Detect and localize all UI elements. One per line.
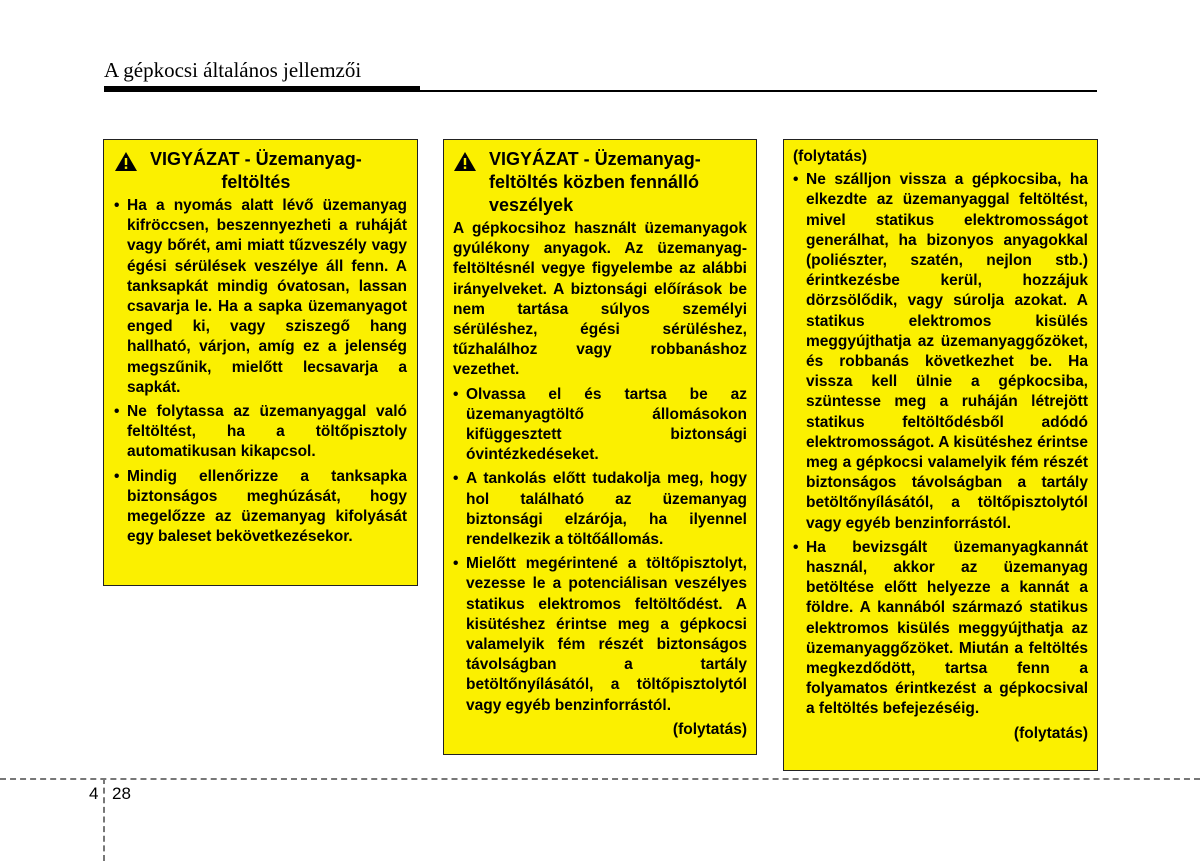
caution-heading-line1: VIGYÁZAT - Üzemanyag- — [150, 149, 362, 169]
warning-triangle-icon — [453, 151, 477, 178]
list-item: • Mielőtt megérintené a töltőpisztolyt, vezesse le a potenciálisan veszélyes statikus elektromos feltöltődést. A kisütéshez érintse meg a gépkocsi valamelyik fém részét biztonságos távolságban a tartály betöltőnyílásától, a töltőpisztolytól vagy egyéb benzinforrástól. — [453, 554, 747, 716]
list-item: • Olvassa el és tartsa be az üzemanyagtöltő állomásokon kifüggesztett biztonsági óvintézkedéseket. — [453, 385, 747, 466]
caution-list — [453, 385, 747, 716]
caution-heading — [114, 148, 407, 194]
caution-list — [793, 170, 1088, 719]
list-item: • Ne szálljon vissza a gépkocsiba, ha elkezdte az üzemanyaggal feltöltést, mivel statikus elektromosságot generálhat, ha bizonyos anyagokkal (poliészter, szatén, nejlon stb.) érintkezésbe kerül, hozzájuk dörzsölődik, vagy súrolja azokat. A statikus elektromos kisülés meggyújthatja az üzemanyaggőzöket, és robbanás következhet be. Ha vissza kell ülnie a gépkocsiba, szüntesse meg a ruháján létrejött statikus feltöltődésből adódó elektromosságot. A kisütéshez érintse meg a gépkocsi valamelyik fém részét biztonságos távolságban a tartály betöltőnyílásától, a töltőpisztolytól vagy egyéb benzinforrástól. — [793, 170, 1088, 534]
caution-intro: A gépkocsihoz használt üzemanyagok gyúlékony anyagok. Az üzemanyag-feltöltésnél vegye figyelembe az alábbi irányelveket. A biztonsági előírások be nem tartása súlyos személyi sérüléshez, égési sérüléshez, tűzhalálhoz vagy robbanáshoz vezethet. — [453, 220, 747, 379]
caution-heading-text: VIGYÁZAT - Üzemanyag-feltöltés közben fennálló veszélyek — [489, 149, 701, 215]
caution-box-continued — [783, 139, 1098, 771]
caution-list — [114, 196, 407, 547]
caution-box-fueling-hazards — [443, 139, 757, 755]
list-item: • Mindig ellenőrizze a tanksapka biztonságos meghúzását, hogy megelőzze az üzemanyag kifolyását egy baleset bekövetkezésekor. — [114, 467, 407, 548]
page-header-title: A gépkocsi általános jellemzői — [104, 58, 362, 82]
warning-triangle-icon — [114, 151, 138, 178]
continued-label-top: (folytatás) — [793, 148, 868, 165]
caution-heading-line2: feltöltés — [221, 172, 291, 192]
list-item: • Ha bevizsgált üzemanyagkannát használ, akkor az üzemanyag betöltése előtt helyezze a kannát a földre. A kannából származó statikus elektromos kisülés meggyújthatja az üzemanyaggőzöket. Miután a feltöltés megkezdődött, tartsa fenn a folyamatos érintkezést a gépkocsival a feltöltés befejezéséig. — [793, 538, 1088, 720]
list-item: • Ne folytassa az üzemanyaggal való feltöltést, ha a töltőpisztoly automatikusan kikapcsol. — [114, 402, 407, 463]
header-rule — [104, 90, 1097, 92]
continued-label: (folytatás) — [1013, 724, 1088, 742]
caution-heading — [453, 148, 747, 217]
list-item: • Ha a nyomás alatt lévő üzemanyag kifröccsen, beszennyezheti a ruháját vagy bőrét, ami miatt tűzveszély vagy égési sérülések veszélye áll fenn. A tanksapkát mindig óvatosan, lassan csavarja le. Ha a sapka üzemanyagot enged ki, vagy sziszegő hang hallható, várjon, amíg ez a jelenség megszűnik, mielőtt lecsavarja a sapkát. — [114, 196, 407, 398]
caution-box-fueling — [103, 139, 418, 586]
footer-dashed-rule — [0, 778, 1200, 780]
footer-dashed-divider — [103, 778, 105, 861]
list-item: • A tankolás előtt tudakolja meg, hogy hol található az üzemanyag biztonsági elzárója, ha ilyennel rendelkezik a töltőállomás. — [453, 469, 747, 550]
page-number: 28 — [112, 784, 131, 803]
section-number: 4 — [89, 784, 99, 803]
continued-label: (folytatás) — [672, 720, 747, 738]
